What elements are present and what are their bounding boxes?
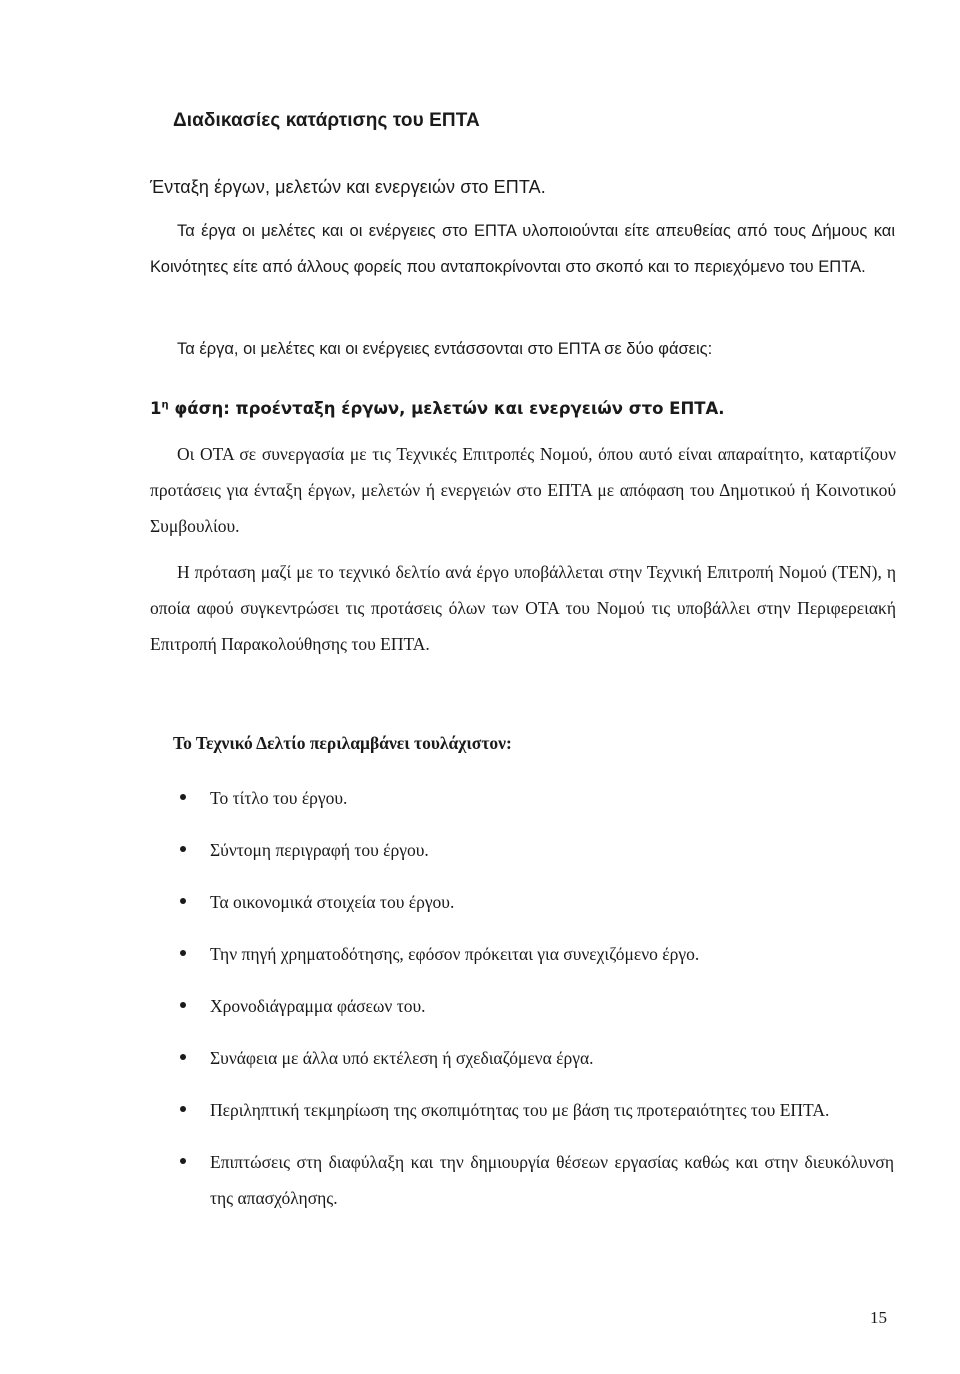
paragraph-phases: Τα έργα, οι μελέτες και οι ενέργειες εντάσσονται στο ΕΠΤΑ σε δύο φάσεις: bbox=[177, 340, 713, 358]
bullet-icon bbox=[180, 846, 186, 852]
list-item bbox=[178, 936, 894, 972]
list-item-text: Συνάφεια με άλλα υπό εκτέλεση ή σχεδιαζόμενα έργα. bbox=[210, 1048, 594, 1068]
list-item-text: Το τίτλο του έργου. bbox=[210, 788, 348, 808]
bullet-icon bbox=[180, 950, 186, 956]
list-item-text: Την πηγή χρηματοδότησης, εφόσον πρόκειται για συνεχιζόμενο έργο. bbox=[210, 944, 700, 964]
list-item-text: Χρονοδιάγραμμα φάσεων του. bbox=[210, 996, 426, 1016]
technical-sheet-heading: Το Τεχνικό Δελτίο περιλαμβάνει τουλάχιστον: bbox=[173, 733, 512, 753]
list-item bbox=[178, 1092, 894, 1128]
phase-heading bbox=[150, 399, 725, 418]
list-item-text: Επιπτώσεις στη διαφύλαξη και την δημιουργία θέσεων εργασίας καθώς και στην διευκόλυνση της απασχόλησης. bbox=[210, 1152, 894, 1208]
bullet-icon bbox=[180, 1158, 186, 1164]
list-item-text: Τα οικονομικά στοιχεία του έργου. bbox=[210, 892, 455, 912]
phase-superscript: η bbox=[161, 399, 169, 411]
section-subtitle: Ένταξη έργων, μελετών και ενεργειών στο ΕΠΤΑ. bbox=[150, 177, 546, 197]
document-title: Διαδικασίες κατάρτισης του ΕΠΤΑ bbox=[173, 110, 480, 131]
page-number: 15 bbox=[870, 1308, 887, 1327]
phase-number: 1 bbox=[150, 399, 162, 418]
bullet-icon bbox=[180, 1106, 186, 1112]
bullet-icon bbox=[180, 1054, 186, 1060]
bullet-icon bbox=[180, 1002, 186, 1008]
paragraph-submission: Η πρόταση μαζί με το τεχνικό δελτίο ανά έργο υποβάλλεται στην Τεχνική Επιτροπή Νομού (ΤΕΝ), η οποία αφού συγκεντρώσει τις προτάσεις όλων των ΟΤΑ του Νομού τις υποβάλλει στην Περιφερειακή Επιτροπή Παρακολούθησης του ΕΠΤΑ. bbox=[150, 562, 896, 654]
paragraph-implementation: Τα έργα οι μελέτες και οι ενέργειες στο ΕΠΤΑ υλοποιούνται είτε απευθείας από τους Δήμους και Κοινότητες είτε από άλλους φορείς που ανταποκρίνονται στο σκοπό και το περιεχόμενο του ΕΠΤΑ. bbox=[150, 222, 895, 276]
technical-sheet-list bbox=[178, 780, 894, 1232]
list-item bbox=[178, 988, 894, 1024]
list-item-text: Περιληπτική τεκμηρίωση της σκοπιμότητας του με βάση τις προτεραιότητες του ΕΠΤΑ. bbox=[210, 1100, 830, 1120]
list-item-text: Σύντομη περιγραφή του έργου. bbox=[210, 840, 429, 860]
phase-text: φάση: προένταξη έργων, μελετών και ενεργειών στο ΕΠΤΑ. bbox=[168, 399, 725, 418]
paragraph-proposals: Οι ΟΤΑ σε συνεργασία με τις Τεχνικές Επιτροπές Νομού, όπου αυτό είναι απαραίτητο, καταρτίζουν προτάσεις για ένταξη έργων, μελετών ή ενεργειών στο ΕΠΤΑ με απόφαση του Δημοτικού ή Κοινοτικού Συμβουλίου. bbox=[150, 444, 896, 536]
list-item bbox=[178, 1144, 894, 1216]
list-item bbox=[178, 780, 894, 816]
list-item bbox=[178, 1040, 894, 1076]
bullet-icon bbox=[180, 898, 186, 904]
list-item bbox=[178, 832, 894, 868]
list-item bbox=[178, 884, 894, 920]
bullet-icon bbox=[180, 794, 186, 800]
